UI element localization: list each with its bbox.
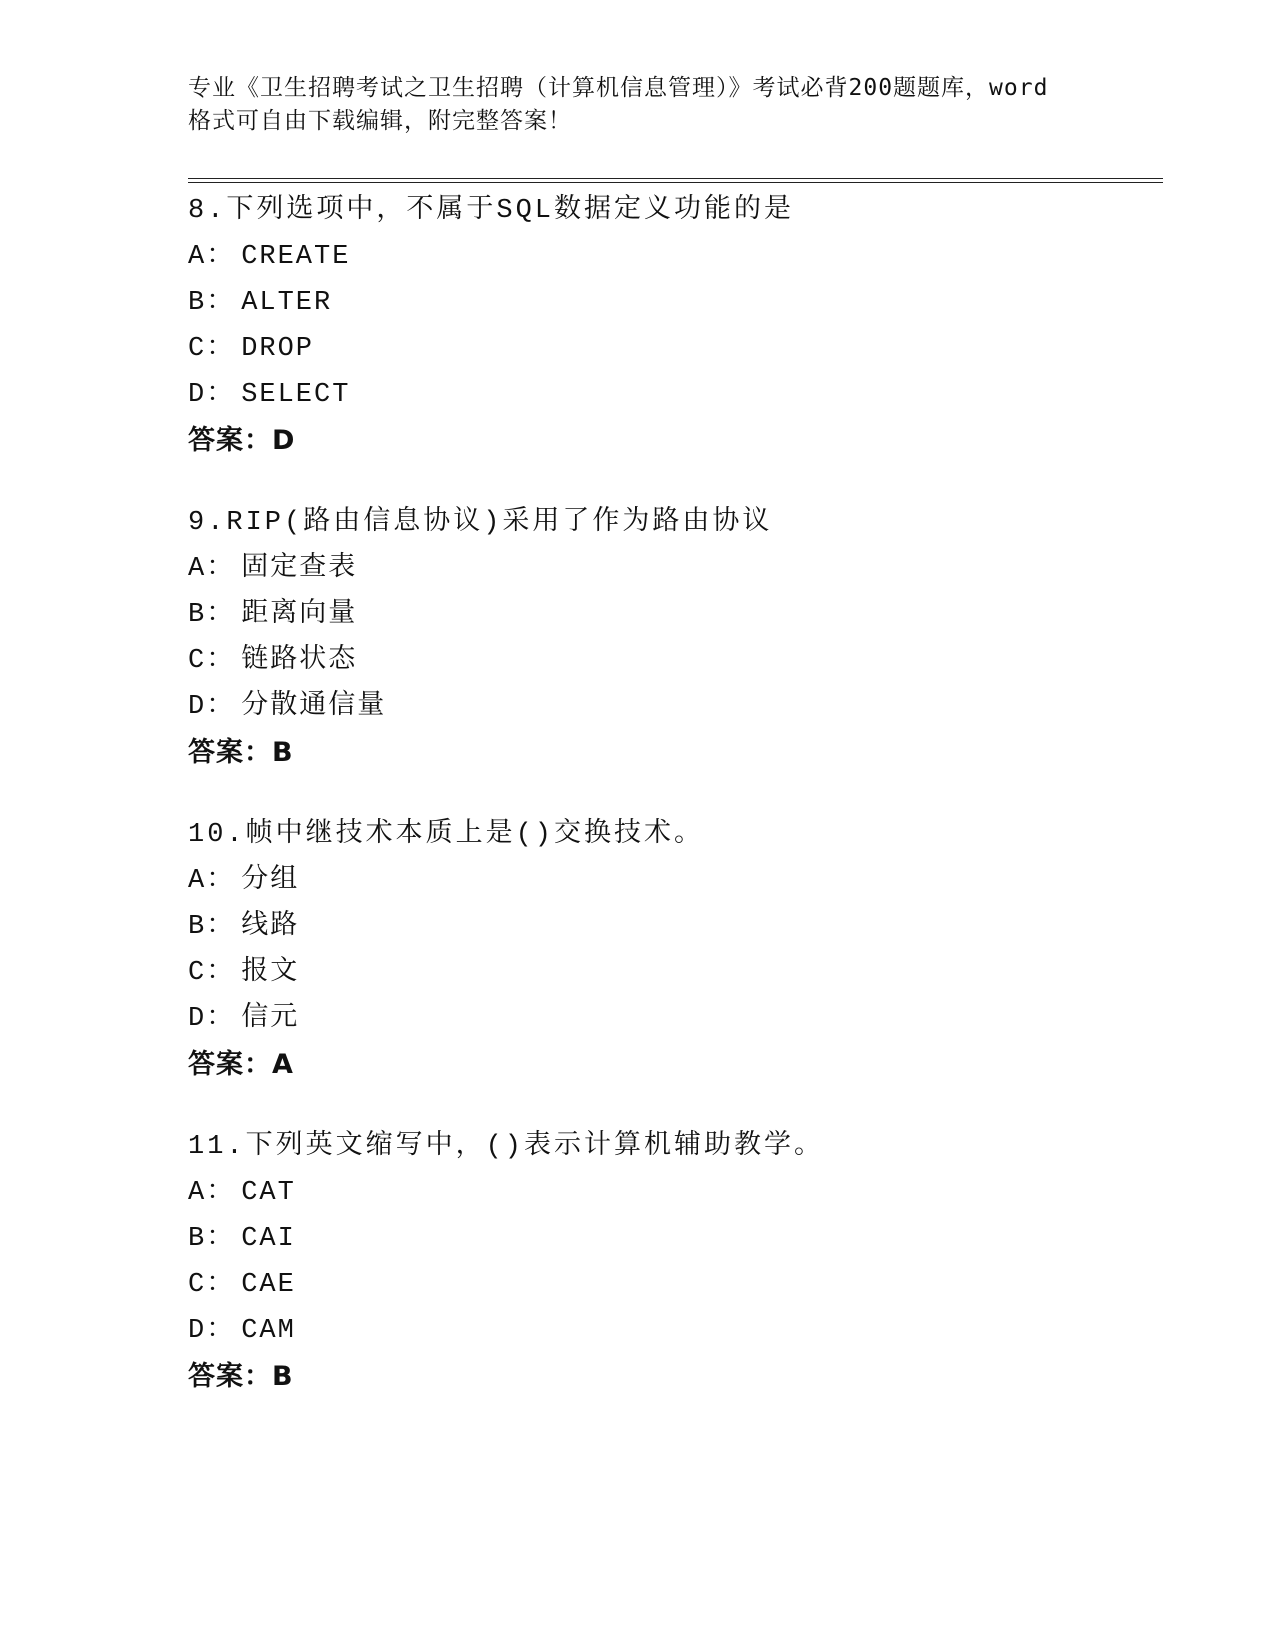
question-9 [188, 500, 1158, 776]
option-text: CAI [241, 1224, 296, 1254]
option-letter: D： [188, 1004, 236, 1034]
option-a [188, 234, 1158, 280]
option-letter: C： [188, 646, 236, 676]
option-letter: C： [188, 334, 236, 364]
option-a [188, 858, 1158, 904]
option-letter: A： [188, 1178, 236, 1208]
question-list [188, 188, 1158, 1436]
option-text: 线路 [241, 912, 300, 942]
option-b [188, 280, 1158, 326]
option-text: 固定查表 [241, 554, 358, 584]
option-text: ALTER [241, 288, 333, 318]
option-b [188, 592, 1158, 638]
option-text: 报文 [241, 958, 300, 988]
option-letter: B： [188, 912, 236, 942]
option-letter: D： [188, 380, 236, 410]
header-line-2: 格式可自由下载编辑，附完整答案！ [188, 108, 572, 134]
option-text: CAM [241, 1316, 296, 1346]
option-letter: B： [188, 288, 236, 318]
option-text: CREATE [241, 242, 351, 272]
option-c [188, 638, 1158, 684]
option-text: 链路状态 [241, 646, 358, 676]
option-letter: B： [188, 1224, 236, 1254]
option-d [188, 684, 1158, 730]
question-stem: 9.RIP(路由信息协议)采用了作为路由协议 [188, 508, 773, 538]
question-10 [188, 812, 1158, 1088]
option-d [188, 1308, 1158, 1354]
option-c [188, 1262, 1158, 1308]
question-stem: 11.下列英文缩写中，()表示计算机辅助教学。 [188, 1132, 825, 1162]
answer-line: 答案：D [188, 425, 296, 456]
option-d [188, 372, 1158, 418]
option-letter: B： [188, 600, 236, 630]
option-text: DROP [241, 334, 315, 364]
question-8 [188, 188, 1158, 464]
option-c [188, 326, 1158, 372]
question-stem: 10.帧中继技术本质上是()交换技术。 [188, 820, 705, 850]
option-letter: D： [188, 1316, 236, 1346]
option-text: CAT [241, 1178, 296, 1208]
option-letter: C： [188, 958, 236, 988]
option-text: 分组 [241, 866, 300, 896]
option-a [188, 1170, 1158, 1216]
option-text: 分散通信量 [241, 692, 387, 722]
option-letter: A： [188, 242, 236, 272]
option-a [188, 546, 1158, 592]
option-letter: A： [188, 866, 236, 896]
option-letter: A： [188, 554, 236, 584]
option-text: 信元 [241, 1004, 300, 1034]
header-line-1: 专业《卫生招聘考试之卫生招聘（计算机信息管理）》考试必背200题题库，word [188, 75, 1049, 101]
option-d [188, 996, 1158, 1042]
option-letter: D： [188, 692, 236, 722]
answer-line: 答案：B [188, 737, 294, 768]
option-text: CAE [241, 1270, 296, 1300]
answer-line: 答案：B [188, 1361, 294, 1392]
option-letter: C： [188, 1270, 236, 1300]
option-text: SELECT [241, 380, 351, 410]
question-stem: 8.下列选项中，不属于SQL数据定义功能的是 [188, 196, 795, 226]
question-11 [188, 1124, 1158, 1400]
document-header [188, 72, 1098, 138]
option-b [188, 904, 1158, 950]
header-divider-bottom [188, 182, 1163, 183]
option-text: 距离向量 [241, 600, 358, 630]
answer-line: 答案：A [188, 1049, 294, 1080]
option-b [188, 1216, 1158, 1262]
option-c [188, 950, 1158, 996]
header-divider-top [188, 178, 1163, 179]
